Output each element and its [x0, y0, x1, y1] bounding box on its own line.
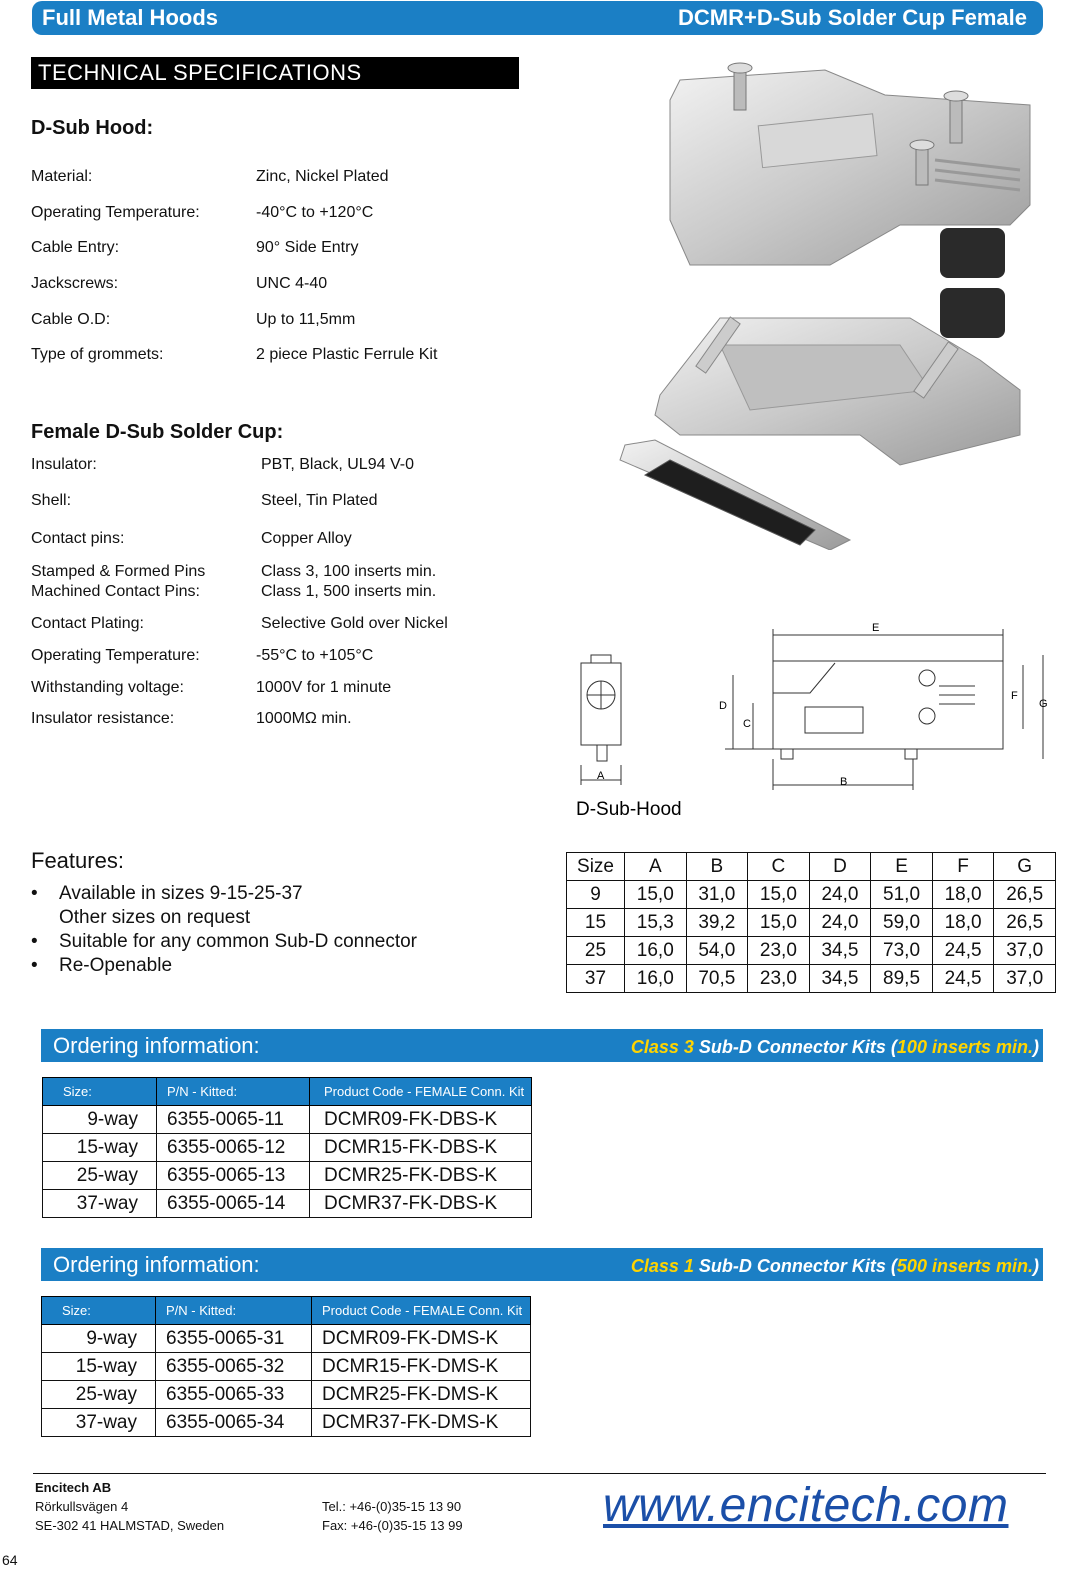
- table-cell: 15-way: [43, 1134, 157, 1162]
- feature-item: • Available in sizes 9-15-25-37: [31, 883, 303, 904]
- table-header-cell: Size:: [43, 1078, 157, 1106]
- spec-key: Material:: [31, 168, 93, 185]
- table-cell: 23,0: [748, 965, 810, 993]
- table-header-cell: B: [686, 853, 748, 881]
- table-header-cell: Size:: [42, 1297, 156, 1325]
- ordering-table-class3: [42, 1077, 532, 1218]
- table-cell: 24,0: [809, 881, 871, 909]
- table-cell: 18,0: [932, 881, 994, 909]
- spec-value: 1000V for 1 minute: [256, 679, 392, 696]
- table-cell: 34,5: [809, 937, 871, 965]
- ordering-table-class1: [41, 1296, 531, 1437]
- spec-key: Cable O.D:: [31, 311, 111, 328]
- table-cell: 6355-0065-34: [156, 1409, 312, 1437]
- feature-item: • Re-Openable: [31, 955, 173, 976]
- table-cell: DCMR09-FK-DMS-K: [312, 1325, 531, 1353]
- spec-key: Stamped & Formed Pins: [31, 563, 206, 580]
- spec-key: Insulator resistance:: [31, 710, 175, 727]
- kit-class-label: Class 1 Sub-D Connector Kits (500 inserts min.): [630, 1256, 1039, 1276]
- spec-value: Selective Gold over Nickel: [261, 615, 448, 632]
- hood-section-title: D-Sub Hood:: [31, 117, 154, 139]
- ordering-title: Ordering information:: [53, 1033, 260, 1058]
- table-row: [42, 1409, 531, 1437]
- cup-section-title: Female D-Sub Solder Cup:: [31, 421, 284, 443]
- dim-label-a: A: [597, 770, 605, 782]
- dim-label-f: F: [1011, 690, 1018, 702]
- spec-value: Up to 11,5mm: [256, 311, 356, 328]
- spec-key: Cable Entry:: [31, 239, 120, 256]
- spec-key: Contact pins:: [31, 530, 125, 547]
- spec-key: Withstanding voltage:: [31, 679, 184, 696]
- table-cell: 6355-0065-14: [157, 1190, 310, 1218]
- table-cell: 6355-0065-32: [156, 1353, 312, 1381]
- table-cell: 89,5: [871, 965, 933, 993]
- table-row: [42, 1353, 531, 1381]
- table-cell: 24,5: [932, 937, 994, 965]
- spec-key: Machined Contact Pins:: [31, 583, 200, 600]
- table-cell: 34,5: [809, 965, 871, 993]
- spec-key: Contact Plating:: [31, 615, 144, 632]
- spec-value: Class 1, 500 inserts min.: [261, 583, 437, 600]
- table-cell: 6355-0065-12: [157, 1134, 310, 1162]
- table-header-cell: G: [994, 853, 1056, 881]
- table-header-cell: P/N - Kitted:: [157, 1078, 310, 1106]
- features-title: Features:: [31, 848, 124, 873]
- table-cell: DCMR37-FK-DMS-K: [312, 1409, 531, 1437]
- table-cell: 31,0: [686, 881, 748, 909]
- dim-label-c: C: [743, 718, 751, 730]
- spec-value: Copper Alloy: [261, 530, 352, 547]
- spec-value: Class 3, 100 inserts min.: [261, 563, 437, 580]
- table-cell: 25-way: [42, 1381, 156, 1409]
- spec-value: -40°C to +120°C: [256, 204, 374, 221]
- website-link[interactable]: www.encitech.com: [603, 1479, 1009, 1532]
- table-cell: 15,0: [748, 881, 810, 909]
- table-cell: 37,0: [994, 965, 1056, 993]
- table-cell: 9-way: [43, 1106, 157, 1134]
- table-cell: 24,5: [932, 965, 994, 993]
- dim-label-e: E: [872, 622, 880, 634]
- table-cell: DCMR37-FK-DBS-K: [310, 1190, 532, 1218]
- table-cell: 9: [567, 881, 625, 909]
- table-cell: 54,0: [686, 937, 748, 965]
- address-line: SE-302 41 HALMSTAD, Sweden: [35, 1518, 225, 1533]
- drawing-caption: D-Sub-Hood: [576, 799, 682, 820]
- table-cell: DCMR09-FK-DBS-K: [310, 1106, 532, 1134]
- table-cell: 70,5: [686, 965, 748, 993]
- table-header-cell: E: [871, 853, 933, 881]
- spec-value: Steel, Tin Plated: [261, 492, 378, 509]
- spec-value: -55°C to +105°C: [256, 647, 374, 664]
- table-cell: 37: [567, 965, 625, 993]
- table-header-cell: C: [748, 853, 810, 881]
- header-product-title: DCMR+D-Sub Solder Cup Female: [678, 5, 1027, 30]
- table-row: [567, 881, 1056, 909]
- table-cell: 6355-0065-11: [157, 1106, 310, 1134]
- table-row: [43, 1190, 532, 1218]
- spec-key: Type of grommets:: [31, 346, 164, 363]
- table-cell: 39,2: [686, 909, 748, 937]
- technical-specifications-title: TECHNICAL SPECIFICATIONS: [31, 57, 519, 89]
- table-cell: 15,0: [748, 909, 810, 937]
- table-cell: 37-way: [42, 1409, 156, 1437]
- spec-key: Insulator:: [31, 456, 97, 473]
- header-category: Full Metal Hoods: [42, 5, 218, 30]
- feature-item: • Suitable for any common Sub-D connector: [31, 931, 418, 952]
- spec-value: Zinc, Nickel Plated: [256, 168, 389, 185]
- table-cell: 16,0: [625, 965, 687, 993]
- product-exploded-view-illustration: [600, 60, 1050, 550]
- table-cell: 15,3: [625, 909, 687, 937]
- table-cell: DCMR25-FK-DMS-K: [312, 1381, 531, 1409]
- dim-label-g: G: [1039, 698, 1048, 710]
- table-row: [43, 1106, 532, 1134]
- table-row: [42, 1381, 531, 1409]
- table-cell: 16,0: [625, 937, 687, 965]
- table-cell: 37-way: [43, 1190, 157, 1218]
- table-row: [43, 1162, 532, 1190]
- table-cell: 26,5: [994, 881, 1056, 909]
- table-cell: 6355-0065-33: [156, 1381, 312, 1409]
- table-header-cell: Product Code - FEMALE Conn. Kit: [310, 1078, 532, 1106]
- table-header-cell: D: [809, 853, 871, 881]
- spec-value: PBT, Black, UL94 V-0: [261, 456, 414, 473]
- phone-number: Tel.: +46-(0)35-15 13 90: [322, 1499, 462, 1514]
- table-row: [42, 1325, 531, 1353]
- table-cell: 37,0: [994, 937, 1056, 965]
- table-cell: 6355-0065-31: [156, 1325, 312, 1353]
- table-header-row: [42, 1297, 531, 1325]
- ordering-info-bar-class1: [41, 1248, 1043, 1281]
- dimension-drawing: [575, 615, 1055, 830]
- company-name: Encitech AB: [35, 1480, 112, 1495]
- spec-value: UNC 4-40: [256, 275, 328, 292]
- footer-divider: [33, 1473, 1046, 1474]
- table-row: [43, 1134, 532, 1162]
- spec-key: Operating Temperature:: [31, 204, 200, 221]
- spec-value: 1000MΩ min.: [256, 710, 352, 727]
- dim-label-b: B: [840, 776, 848, 788]
- table-cell: 15,0: [625, 881, 687, 909]
- spec-key: Operating Temperature:: [31, 647, 200, 664]
- table-header-cell: Product Code - FEMALE Conn. Kit: [312, 1297, 531, 1325]
- table-cell: 15: [567, 909, 625, 937]
- table-header-cell: F: [932, 853, 994, 881]
- table-row: [567, 965, 1056, 993]
- table-cell: 51,0: [871, 881, 933, 909]
- table-cell: 24,0: [809, 909, 871, 937]
- table-cell: 9-way: [42, 1325, 156, 1353]
- table-cell: 6355-0065-13: [157, 1162, 310, 1190]
- table-cell: 73,0: [871, 937, 933, 965]
- ordering-title: Ordering information:: [53, 1252, 260, 1277]
- spec-key: Jackscrews:: [31, 275, 119, 292]
- table-row: [567, 937, 1056, 965]
- table-cell: 25-way: [43, 1162, 157, 1190]
- page-number: 64: [2, 1552, 18, 1568]
- dim-label-d: D: [719, 700, 727, 712]
- feature-item: Other sizes on request: [59, 907, 251, 928]
- kit-class-label: Class 3 Sub-D Connector Kits (100 inserts min.): [630, 1037, 1039, 1057]
- fax-number: Fax: +46-(0)35-15 13 99: [322, 1518, 463, 1533]
- table-header-cell: Size: [567, 853, 625, 881]
- table-cell: 59,0: [871, 909, 933, 937]
- table-header-cell: P/N - Kitted:: [156, 1297, 312, 1325]
- features-list: [31, 882, 417, 978]
- table-row: [567, 909, 1056, 937]
- page-header-bar: [32, 1, 1043, 35]
- table-cell: DCMR25-FK-DBS-K: [310, 1162, 532, 1190]
- table-cell: 26,5: [994, 909, 1056, 937]
- table-header-row: [567, 853, 1056, 881]
- footer-contact: [322, 1497, 463, 1535]
- address-line: Rörkullsvägen 4: [35, 1499, 129, 1514]
- spec-value: 90° Side Entry: [256, 239, 359, 256]
- table-header-row: [43, 1078, 532, 1106]
- spec-key: Shell:: [31, 492, 72, 509]
- ordering-info-bar-class3: [41, 1029, 1043, 1062]
- table-cell: 18,0: [932, 909, 994, 937]
- table-cell: 15-way: [42, 1353, 156, 1381]
- table-header-cell: A: [625, 853, 687, 881]
- dimensions-table: [566, 852, 1056, 993]
- table-cell: 25: [567, 937, 625, 965]
- spec-value: 2 piece Plastic Ferrule Kit: [256, 346, 438, 363]
- table-cell: DCMR15-FK-DMS-K: [312, 1353, 531, 1381]
- table-cell: 23,0: [748, 937, 810, 965]
- table-cell: DCMR15-FK-DBS-K: [310, 1134, 532, 1162]
- footer-address: [35, 1478, 224, 1535]
